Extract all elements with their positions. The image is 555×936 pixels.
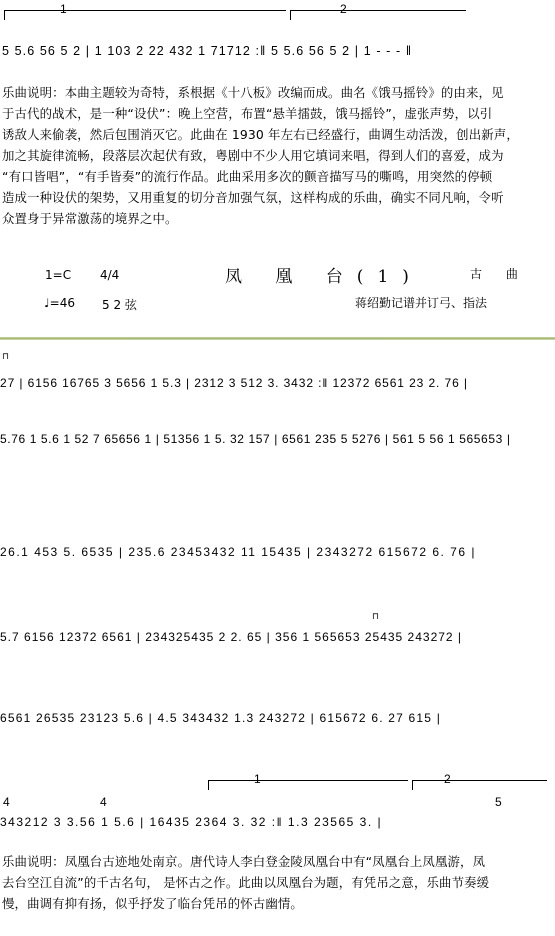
score-line: 27 | 6156 16765 3 5656 1 5.3 | 2312 3 512 3. 3432 :‖ 12372 6561 23 2. 76 | [0,376,468,390]
score-line: 26.1 453 5. 6535 | 235.6 23453432 11 15435 | 2343272 615672 6. 76 | [0,545,476,559]
score-line: 5.7 6156 12372 6561 | 234325435 2 2. 65 | 356 1 565653 25435 243272 | [0,630,463,644]
description-2-line: 乐曲说明：凤凰台古迹地处南京。唐代诗人李白登金陵凤凰台中有“凤凰台上凤凰游，凤 [2,854,486,869]
fingering-mark: 4 [100,795,107,809]
string-tuning: 5 2 弦 [102,298,137,312]
volta-2-label-bottom: 2 [444,772,451,786]
bowing-mark: ⊓ [2,352,10,362]
piece-genre: 古 曲 [470,267,528,281]
description-2-line: 去台空江自流”的千古名句， 是怀古之作。此曲以凤凰台为题，有凭吊之意，乐曲节奏缓 [2,875,490,890]
volta-1-label-bottom: 1 [254,772,261,786]
score-line: 5.76 1 5.6 1 52 7 65656 1 | 51356 1 5. 32 157 | 6561 235 5 5276 | 561 5 56 1 565653 | [0,432,511,446]
arranger-credit: 蒋绍勤记谱并订弓、指法 [355,296,488,310]
volta-2-label: 2 [340,2,347,16]
section-divider [0,337,555,340]
key-signature: 1=C [45,268,72,282]
description-1-line: 众置身于异常激荡的境界之中。 [2,211,178,226]
tempo-marking: ♩=46 [44,296,75,310]
volta-1-label: 1 [60,2,67,16]
description-1-line: 加之其旋律流畅，段落层次起伏有致，粤剧中不少人用它填词来唱，得到人们的喜爱，成为 [2,148,504,163]
description-1-line: 乐曲说明：本曲主题较为奇特，系根据《十八板》改编而成。曲名《饿马摇铃》的由来，见 [2,85,504,100]
description-1-line: 于古代的战术，是一种“设伏”：晚上空营，布置“悬羊擂鼓，饿马摇铃”，虚张声势，以引 [2,106,493,121]
bowing-mark: ⊓ [372,612,380,622]
description-1-line: 诱敌人来偷袭，然后包围消灭它。此曲在 1930 年左右已经盛行，曲调生动活泼，创出新声， [2,127,519,142]
fingering-mark: 5 [495,795,502,809]
description-2-line: 慢，曲调有抑有扬，似乎抒发了临台凭吊的怀古幽情。 [2,896,303,911]
description-1-line: “有口皆唱”，“有手皆奏”的流行作品。此曲采用多次的颤音描写马的嘶鸣，用突然的停顿 [2,169,493,184]
score-line: 6561 26535 23123 5.6 | 4.5 343432 1.3 243272 | 615672 6. 27 615 | [0,711,442,725]
time-signature: 4/4 [100,268,120,282]
description-1-line: 造成一种设伏的架势，又用重复的切分音加强气氛，这样构成的乐曲，确实不同凡响，令听 [2,190,504,205]
piece-title: 凤 凰 台(1) [225,267,423,287]
fingering-mark: 4 [3,795,10,809]
top-notation: 5 5.6 56 5 2 | 1 103 2 22 432 1 71712 :‖ 5 5.6 56 5 2 | 1 - - - ‖ [2,44,413,58]
description-1 [2,82,555,229]
description-2 [2,851,555,914]
score-line: 343212 3 3.56 1 5.6 | 16435 2364 3. 32 :‖ 1.3 23565 3. | [0,815,383,829]
